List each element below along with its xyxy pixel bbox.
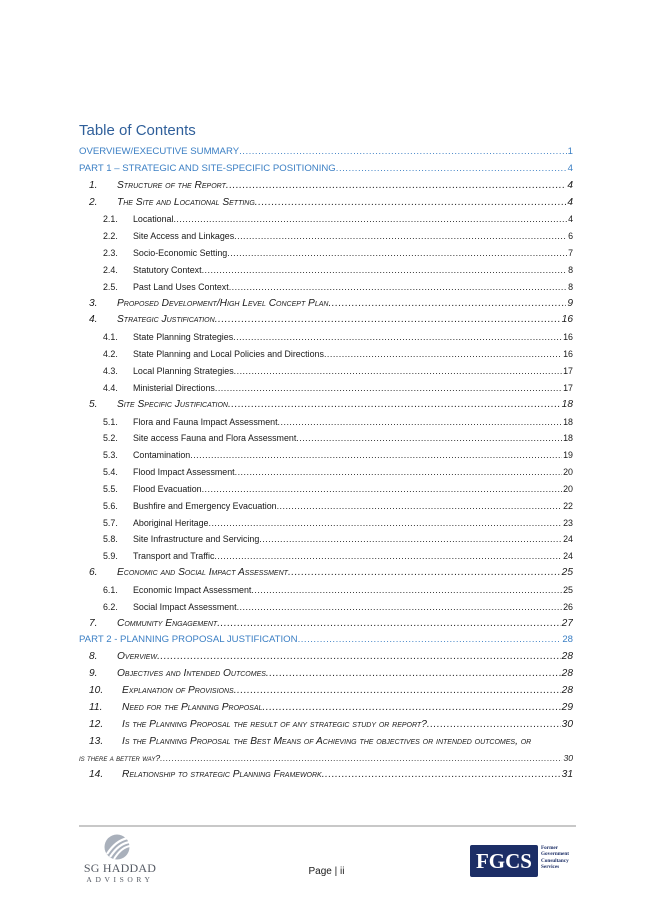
toc-entry[interactable]	[79, 161, 573, 178]
toc-leader-dots	[229, 279, 567, 296]
toc-entry-number: 5.7.	[103, 517, 118, 528]
toc-entry-number: 5.3.	[103, 450, 118, 461]
toc-entry[interactable]	[79, 195, 573, 212]
toc-entry-page: 31	[561, 769, 573, 781]
toc-entry-page: 25	[561, 567, 573, 579]
toc-entry-number: 13.	[89, 735, 104, 747]
fgcs-logo	[470, 845, 578, 877]
toc-entry-number: 5.4.	[103, 467, 118, 478]
toc-entry-text: Need for the Planning Proposal	[122, 701, 263, 713]
footer-divider	[79, 825, 576, 827]
toc-leader-dots	[215, 380, 562, 397]
toc-leader-dots	[202, 481, 563, 498]
toc-entry-number: 7.	[89, 617, 98, 629]
toc-entry[interactable]	[79, 211, 573, 228]
toc-entry[interactable]	[79, 464, 573, 481]
toc-entry-page: 4	[567, 196, 573, 208]
toc-entry-text: State Planning and Local Policies and Directions	[133, 349, 324, 360]
fgcs-initials: FGCS	[470, 845, 538, 877]
toc-entry-number: 4.1.	[103, 332, 118, 343]
toc-entry-text: Strategic Justification	[117, 314, 215, 326]
toc-leader-dots	[227, 245, 567, 262]
fgcs-tagline-line: Consultancy	[541, 857, 569, 864]
toc-entry-page: 4	[568, 214, 573, 225]
toc-entry-page: 6	[568, 231, 573, 242]
toc-entry-page: 27	[561, 617, 573, 629]
toc-entry-page: 17	[563, 365, 573, 376]
toc-entry-text: Site access Fauna and Flora Assessment	[133, 433, 297, 444]
toc-entry-text: PART 2 - PLANNING PROPOSAL JUSTIFICATION	[79, 634, 298, 646]
toc-entry[interactable]	[79, 228, 573, 245]
toc-entry-number: 2.	[89, 196, 98, 208]
toc-entry-text: PART 1 – STRATEGIC AND SITE-SPECIFIC POSITIONING	[79, 162, 336, 174]
toc-entry[interactable]	[79, 683, 573, 700]
toc-entry-text: is there a better way?	[79, 753, 161, 764]
toc-entry[interactable]	[79, 700, 573, 717]
toc-leader-dots	[173, 211, 567, 228]
toc-entry-page: 1	[567, 146, 573, 157]
toc-leader-dots	[215, 312, 561, 329]
toc-entry-number: 9.	[89, 668, 98, 680]
toc-entry[interactable]	[79, 616, 573, 633]
toc-entry[interactable]	[79, 767, 573, 784]
toc-leader-dots	[427, 717, 561, 734]
toc-entry-page: 28	[561, 668, 573, 680]
toc-entry[interactable]	[79, 666, 573, 683]
toc-leader-dots	[278, 414, 563, 431]
toc-entry-page: 18	[563, 433, 573, 444]
toc-entry-text: Contamination	[133, 450, 191, 461]
toc-leader-dots	[324, 346, 562, 363]
toc-leader-dots	[328, 296, 566, 313]
fgcs-tagline	[541, 845, 579, 870]
fgcs-tagline-line: Former	[541, 845, 558, 851]
toc-entry-number: 4.3.	[103, 365, 118, 376]
toc-entry-number: 2.2.	[103, 231, 118, 242]
toc-leader-dots	[214, 548, 562, 565]
toc-entry-number: 12.	[89, 718, 104, 730]
toc-entry[interactable]	[79, 498, 573, 515]
toc-leader-dots	[235, 464, 563, 481]
toc-entry-page: 4	[567, 179, 573, 191]
toc-entry-number: 8.	[89, 651, 98, 663]
toc-entry-number: 5.	[89, 398, 98, 410]
toc-entry-page: 18	[561, 398, 573, 410]
toc-leader-dots	[239, 144, 567, 161]
toc-entry-page: 19	[563, 450, 573, 461]
toc-entry[interactable]	[79, 582, 573, 599]
toc-leader-dots	[266, 666, 561, 683]
toc-entry-text: Site Access and Linkages	[133, 231, 235, 242]
toc-entry[interactable]	[79, 245, 573, 262]
toc-entry-number: 1.	[89, 179, 98, 191]
toc-entry-page: 16	[563, 349, 573, 360]
toc-entry-page: 16	[563, 332, 573, 343]
toc-entry-number: 2.1.	[103, 214, 118, 225]
toc-entry[interactable]	[79, 548, 573, 565]
toc-entry[interactable]	[79, 481, 573, 498]
toc-entry-text: Explanation of Provisions	[122, 685, 234, 696]
toc-leader-dots	[190, 447, 562, 464]
toc-entry[interactable]	[79, 717, 573, 734]
toc-entry[interactable]	[79, 312, 573, 329]
toc-entry[interactable]	[79, 346, 573, 363]
toc-entry-number: 4.2.	[103, 349, 118, 360]
table-of-contents	[79, 144, 573, 784]
toc-entry[interactable]	[79, 414, 573, 431]
toc-leader-dots	[160, 750, 562, 767]
toc-leader-dots	[322, 767, 561, 784]
toc-leader-dots	[255, 195, 567, 212]
toc-entry-page: 20	[563, 483, 573, 494]
toc-entry-text: Past Land Uses Context	[133, 281, 229, 292]
toc-entry-page: 17	[563, 382, 573, 393]
toc-entry[interactable]	[79, 144, 573, 161]
toc-entry[interactable]	[79, 363, 573, 380]
toc-entry[interactable]	[79, 296, 573, 313]
toc-entry-page: 7	[568, 248, 573, 259]
toc-entry-text: Proposed Development/High Level Concept Plan	[117, 297, 329, 309]
toc-entry-page: 8	[568, 264, 573, 275]
toc-entry-page: 30	[563, 753, 573, 764]
toc-entry-page: 28	[561, 651, 573, 663]
toc-leader-dots	[217, 616, 560, 633]
toc-entry[interactable]	[79, 329, 573, 346]
toc-entry-number: 2.4.	[103, 264, 118, 275]
toc-entry-number: 4.4.	[103, 382, 118, 393]
toc-entry-text: Socio-Economic Setting	[133, 248, 228, 259]
toc-entry-text: Structure of the Report	[117, 179, 226, 191]
toc-entry-page: 18	[563, 416, 573, 427]
toc-entry-number: 4.	[89, 314, 98, 326]
toc-entry-text: Economic Impact Assessment	[133, 584, 252, 595]
toc-entry-text: Site Infrastructure and Servicing	[133, 534, 260, 545]
sg-haddad-logo	[80, 833, 160, 885]
fgcs-tagline-line: Government	[541, 851, 569, 858]
toc-entry-text: OVERVIEW/EXECUTIVE SUMMARY	[79, 146, 240, 157]
toc-entry[interactable]	[79, 734, 573, 751]
toc-entry-text: Aboriginal Heritage	[133, 517, 209, 528]
toc-leader-dots	[296, 430, 562, 447]
toc-entry-page: 20	[563, 467, 573, 478]
toc-entry-text: State Planning Strategies	[133, 332, 234, 343]
toc-entry[interactable]	[79, 750, 573, 767]
toc-entry[interactable]	[79, 279, 573, 296]
toc-entry-text: Transport and Traffic	[133, 551, 215, 562]
toc-entry-text: Flora and Fauna Impact Assessment	[133, 416, 278, 427]
toc-leader-dots	[157, 649, 561, 666]
toc-entry-page: 16	[561, 314, 573, 326]
toc-entry-text: Site Specific Justification	[117, 398, 228, 410]
toc-entry-page: 26	[563, 601, 573, 612]
toc-entry-number: 5.5.	[103, 483, 118, 494]
left-logo-sub: ADVISORY	[86, 875, 154, 884]
toc-entry[interactable]	[79, 531, 573, 548]
toc-leader-dots	[228, 397, 561, 414]
toc-entry-text: Bushfire and Emergency Evacuation	[133, 500, 277, 511]
toc-leader-dots	[233, 329, 562, 346]
toc-entry-number: 2.5.	[103, 281, 118, 292]
toc-entry-number: 5.9.	[103, 551, 118, 562]
toc-leader-dots	[234, 228, 567, 245]
page-number: Page | ii	[308, 866, 345, 877]
left-logo-name: SG HADDAD	[83, 861, 157, 875]
toc-leader-dots	[298, 632, 562, 649]
toc-entry-page: 9	[567, 297, 573, 309]
toc-entry-text: Ministerial Directions	[133, 382, 215, 393]
toc-leader-dots	[234, 683, 561, 700]
toc-entry[interactable]	[79, 632, 573, 649]
toc-entry-text: Objectives and Intended Outcomes	[117, 668, 266, 680]
toc-leader-dots	[336, 161, 567, 178]
toc-entry-number: 6.2.	[103, 601, 118, 612]
fgcs-tagline-line: Services	[541, 863, 560, 870]
toc-leader-dots	[277, 498, 563, 515]
toc-entry-number: 5.6.	[103, 500, 118, 511]
toc-entry[interactable]	[79, 599, 573, 616]
toc-entry-number: 10.	[89, 685, 104, 696]
toc-entry[interactable]	[79, 397, 573, 414]
toc-leader-dots	[262, 700, 560, 717]
toc-entry-number: 6.1.	[103, 584, 118, 595]
toc-entry-text: Statutory Context	[133, 264, 202, 275]
toc-entry-number: 5.2.	[103, 433, 118, 444]
toc-leader-dots	[202, 262, 567, 279]
toc-entry-page: 28	[561, 685, 573, 696]
toc-entry[interactable]	[79, 649, 573, 666]
sg-haddad-emblem-icon	[102, 833, 132, 861]
toc-leader-dots	[234, 363, 562, 380]
toc-entry-page: 22	[563, 500, 573, 511]
toc-entry-number: 14.	[89, 769, 104, 781]
toc-entry[interactable]	[79, 262, 573, 279]
toc-entry-page: 8	[568, 281, 573, 292]
toc-entry-text: Is the Planning Proposal the result of any strategic study or report?	[122, 718, 427, 730]
toc-leader-dots	[237, 599, 563, 616]
toc-leader-dots	[288, 565, 561, 582]
toc-entry-number: 11.	[89, 701, 103, 713]
toc-leader-dots	[251, 582, 562, 599]
toc-entry-page: 4	[567, 162, 573, 174]
toc-entry[interactable]	[79, 380, 573, 397]
toc-entry-page: 25	[563, 584, 573, 595]
toc-entry-text: Relationship to strategic Planning Framework	[122, 769, 322, 781]
toc-entry[interactable]	[79, 515, 573, 532]
toc-title: Table of Contents	[79, 122, 196, 139]
toc-entry-number: 5.8.	[103, 534, 118, 545]
toc-entry-text: The Site and Locational Setting	[117, 196, 255, 208]
toc-entry-text: Overview	[117, 651, 158, 663]
toc-entry[interactable]	[79, 565, 573, 582]
toc-entry-number: 3.	[89, 297, 98, 309]
toc-entry-page: 24	[563, 534, 573, 545]
toc-entry-number: 6.	[89, 567, 98, 579]
toc-leader-dots	[208, 515, 562, 532]
toc-entry-text: Is the Planning Proposal the Best Means of Achieving the objectives or intended outcomes, or	[122, 735, 532, 747]
toc-entry-text: Economic and Social Impact Assessment	[117, 567, 288, 579]
toc-entry-text: Flood Evacuation	[133, 483, 202, 494]
toc-entry-text: Flood Impact Assessment	[133, 467, 235, 478]
toc-entry-number: 5.1.	[103, 416, 118, 427]
toc-leader-dots	[226, 178, 566, 195]
toc-entry-page: 24	[563, 551, 573, 562]
toc-entry-page: 29	[561, 701, 573, 713]
toc-entry-text: Locational	[133, 214, 174, 225]
toc-entry[interactable]	[79, 447, 573, 464]
toc-entry-number: 2.3.	[103, 248, 118, 259]
toc-entry-text: Community Engagement	[117, 617, 218, 629]
toc-entry-text: Social Impact Assessment	[133, 601, 237, 612]
toc-entry-text: Local Planning Strategies	[133, 365, 234, 376]
toc-entry-page: 28	[562, 634, 573, 646]
toc-leader-dots	[259, 531, 562, 548]
toc-entry-page: 30	[561, 718, 573, 730]
toc-entry[interactable]	[79, 178, 573, 195]
toc-entry-page: 23	[563, 517, 573, 528]
toc-entry[interactable]	[79, 430, 573, 447]
